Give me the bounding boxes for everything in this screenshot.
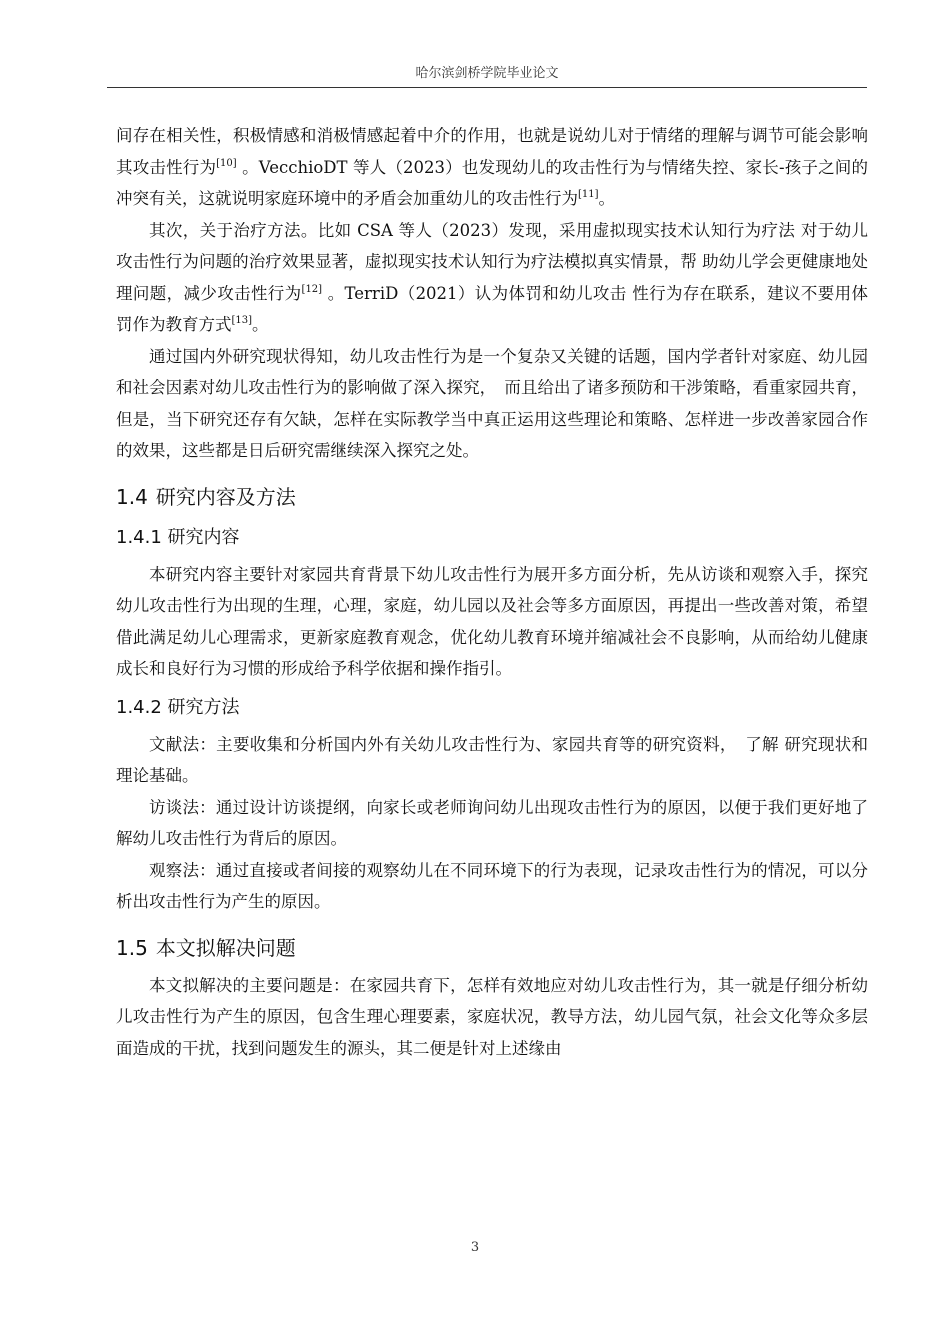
running-header <box>107 62 867 88</box>
paragraph-method-literature: 文献法：主要收集和分析国内外有关幼儿攻击性行为、家园共育等的研究资料， 了解 研究现状和理论基础。 <box>116 734 868 785</box>
paragraph-method-observation: 观察法：通过直接或者间接的观察幼儿在不同环境下的行为表现，记录攻击性行为的情况，可以分析出攻击性行为产生的原因。 <box>116 860 868 911</box>
page-footer <box>0 1240 950 1255</box>
paragraph-treatment: 其次，关于治疗方法。比如 CSA 等人（2023）发现，采用虚拟现实技术认知行为疗法 对于幼儿攻击性行为问题的治疗效果显著，虚拟现实技术认知行为疗法模拟真实情景，帮 助幼儿学会更健康地处理问题，减少攻击性行为[12] 。TerriD（2021）认为体罚和幼儿攻击 性行为存在联系，建议不要用体罚作为教育方式[13]。 <box>116 220 868 334</box>
section-heading-1-4-2: 1.4.2 研究方法 <box>116 696 240 718</box>
paragraph-intro-continuation: 间存在相关性，积极情感和消极情感起着中介的作用，也就是说幼儿对于情绪的理解与调节可能会影响其攻击性行为[10] 。VecchioDT 等人（2023）也发现幼儿的攻击性行为与情绪失控、家长-孩子之间的冲突有关，这就说明家庭环境中的矛盾会加重幼儿的攻击性行为[11]。 <box>116 126 869 208</box>
citation-13: [13] <box>231 315 253 326</box>
section-heading-1-5: 1.5 本文拟解决问题 <box>116 935 296 960</box>
paragraph-method-interview: 访谈法：通过设计访谈提纲，向家长或老师询问幼儿出现攻击性行为的原因，以便于我们更好地了解幼儿攻击性行为背后的原因。 <box>116 797 868 848</box>
paragraph-summary: 通过国内外研究现状得知，幼儿攻击性行为是一个复杂又关键的话题，国内学者针对家庭、幼儿园和社会因素对幼儿攻击性行为的影响做了深入探究， 而且给出了诸多预防和干涉策略，看重家园共育，但是，当下研究还存有欠缺，怎样在实际教学当中真正运用这些理论和策略、怎样进一步改善家园合作的效果，这些都是日后研究需继续深入探究之处。 <box>116 346 868 460</box>
paragraph-problems: 本文拟解决的主要问题是：在家园共育下，怎样有效地应对幼儿攻击性行为，其一就是仔细分析幼儿攻击性行为产生的原因，包含生理心理要素，家庭状况，教导方法，幼儿园气氛，社会文化等众多层面造成的干扰，找到问题发生的源头，其二便是针对上述缘由 <box>116 975 868 1058</box>
header-title: 哈尔滨剑桥学院毕业论文 <box>415 66 559 81</box>
citation-12: [12] <box>301 283 323 295</box>
page-body <box>116 120 868 1064</box>
page-number: 3 <box>470 1240 480 1255</box>
section-heading-1-4: 1.4 研究内容及方法 <box>116 484 296 509</box>
citation-10: [10] <box>216 157 237 169</box>
paragraph-research-content: 本研究内容主要针对家园共育背景下幼儿攻击性行为展开多方面分析，先从访谈和观察入手，探究幼儿攻击性行为出现的生理，心理，家庭，幼儿园以及社会等多方面原因，再提出一些改善对策，希望借此满足幼儿心理需求，更新家庭教育观念，优化幼儿教育环境并缩减社会不良影响，从而给幼儿健康成长和良好行为习惯的形成给予科学依据和操作指引。 <box>116 564 868 678</box>
section-heading-1-4-1: 1.4.1 研究内容 <box>116 526 240 548</box>
citation-11: [11] <box>578 189 599 200</box>
